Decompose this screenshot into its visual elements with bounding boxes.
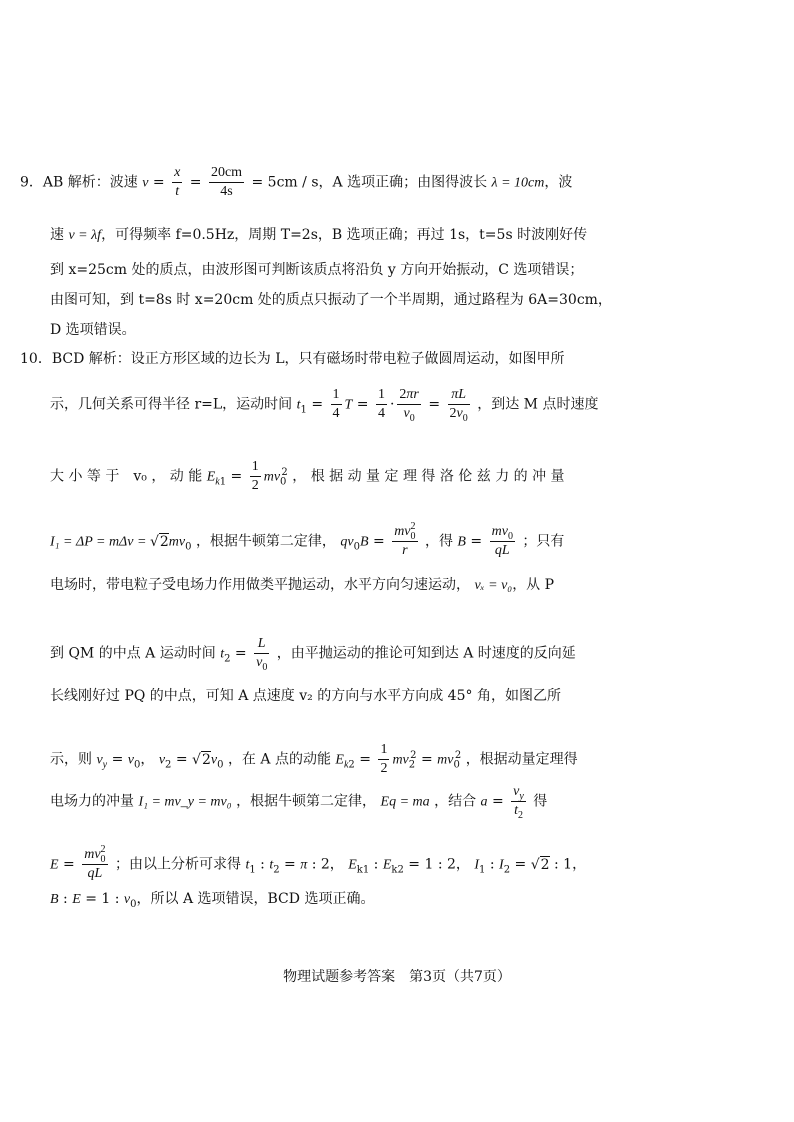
q10-line-11: B : E = 1 : $v_0$，所以 A 选项错误，BCD 选项正确。 <box>50 891 375 910</box>
q10-line-3: 大 小 等 于 v₀ ， 动 能 $E_{k1}$ = $\frac{1}{2}$ $mv_0^2$ ， 根 据 动 量 定 理 得 洛 伦 兹 力 的 冲 量 <box>50 459 565 493</box>
q9-line-3: 到 x=25cm 处的质点，由波形图可判断该质点将沿负 y 方向开始振动，C 选项错误； <box>50 262 584 278</box>
q10-text-3a: 大 小 等 于 v₀ ， 动 能 <box>50 468 203 485</box>
q9-frac-x-t: $\frac{x}{t}$ <box>174 165 181 199</box>
q10-line-6: 到 QM 的中点 A 运动时间 $t_2$ = $\frac{L}{v_0}$ ，由平抛运动的推论可知到达 A 时速度的反向延 <box>50 636 576 673</box>
q9-text-4: ，可得频率 f=0.5Hz，周期 T=2s，B 选项正确；再过 1s，t=5s 时波刚好传 <box>101 227 588 243</box>
q9-text-1: ，A 选项正确；由图得波长 <box>318 174 488 191</box>
q10-text-8b: ，在 A 点的动能 <box>227 751 331 768</box>
q10-line-9: 电场力的冲量 I₁ = mv_y = mv₀ ，根据牛顿第二定律， Eq = ma ，结合 a = $\frac{v_y}{t_2}$ 得 <box>50 784 548 821</box>
q10-eq-newton: Eq = ma <box>380 794 430 810</box>
q10-line-10: E = $\frac{mv_0^2}{qL}$ ；由以上分析可求得 $t_1$ : $t_2 = \pi$ : 2， $E_{k1}$ : $E_{k2} = 1$ : 2， $I_1$ : $I_2 = √2$ : 1， <box>50 844 587 881</box>
q10-text-10b: ；由以上分析可求得 <box>114 856 241 873</box>
q10-eq-impulse-2: I₁ = mv_y = mv₀ <box>138 794 232 810</box>
q9-wavelength: λ = 10cm <box>491 175 545 191</box>
q9-line-4: 由图可知，到 t=8s 时 x=20cm 处的质点只振动了一个半周期，通过路程为 6A=30cm， <box>50 292 612 308</box>
q10-text-9a: 电场力的冲量 <box>50 793 134 810</box>
q10-eq-impulse: I₁ = ΔP = mΔv = <box>50 534 150 550</box>
q10-text-9d: 得 <box>533 793 548 810</box>
q10-line-2: 示，几何关系可得半径 r=L，运动时间 $t_1$ = $\frac{1}{4}$ T = $\frac{1}{4}$ · $\frac{2\pi r}{v_0}$ = $\frac{\pi L}{2v_0}$ ，到达 M 点时速度 <box>50 387 599 424</box>
q10-text-5: 电场时，带电粒子受电场力作用做类平抛运动，水平方向匀速运动， <box>50 577 470 593</box>
q10-text-6b: ，由平抛运动的推论可知到达 A 时速度的反向延 <box>276 645 576 662</box>
q10-text-9c: ，结合 <box>434 793 477 810</box>
q10-text-2b: ，到达 M 点时速度 <box>477 396 599 413</box>
q10-line-8: 示，则 $v_y = v_0$， $v_2 = √2v_0$ ，在 A 点的动能 $E_{k2}$ = $\frac{1}{2}$ $mv_2^2 = mv_0^2$ ，根据动量定理得 <box>50 742 578 776</box>
q10-line-4: $I_1 = \Delta P = m\Delta v = √2mv_0$ ，根据牛顿第二定律， $qv_0B$ = $\frac{mv_0^2}{r}$ ，得 B = $\frac{mv_0}{qL}$ ；只有 <box>50 521 565 558</box>
q10-text-2a: 示，几何关系可得半径 r=L，运动时间 <box>50 396 293 413</box>
q9-eq-speed: = 5cm / s <box>251 174 319 191</box>
q10-text-8a: 示，则 <box>50 751 92 768</box>
q10-text-9b: ，根据牛顿第二定律， <box>236 793 377 810</box>
q10-eq-vx: vₓ = v₀ <box>474 578 513 593</box>
q10-text-11b: ，所以 A 选项错误，BCD 选项正确。 <box>136 891 375 907</box>
q10-text-4d: ；只有 <box>522 533 565 550</box>
q10-text-3b: ， 根 据 动 量 定 理 得 洛 伦 兹 力 的 冲 量 <box>292 468 565 485</box>
q9-line-2 <box>50 228 587 243</box>
q10-text-4c: ，得 <box>424 533 453 550</box>
q9-line-1: 9．AB 解析：波速 v = $\frac{x}{t}$ = $\frac{20cm}{4s}$ = 5cm / s，A 选项正确；由图得波长 λ = 10cm，波 <box>20 165 573 199</box>
q10-line-5 <box>50 578 554 593</box>
q10-line-1: 10．BCD 解析：设正方形区域的边长为 L，只有磁场时带电粒子做圆周运动，如图甲所 <box>20 351 565 367</box>
page-footer: 物理试题参考答案 第3页（共7页） <box>283 969 511 985</box>
q9-text-2: ，波 <box>544 174 573 191</box>
q9-line-5: D 选项错误。 <box>50 322 136 338</box>
q9-heading: 9．AB 解析：波速 <box>20 174 138 191</box>
q10-text-6a: 到 QM 的中点 A 运动时间 <box>50 645 216 662</box>
q9-frac-20cm-4s: $\frac{20cm}{4s}$ <box>210 165 243 199</box>
q10-text-5b: ，从 P <box>512 577 555 593</box>
q10-text-8c: ，根据动量定理得 <box>465 751 578 768</box>
q10-line-7: 长线刚好过 PQ 的中点，可知 A 点速度 v₂ 的方向与水平方向成 45° 角，如图乙所 <box>50 688 561 704</box>
q9-text-3: 速 <box>50 227 64 243</box>
q10-text-4b: ，根据牛顿第二定律， <box>195 533 336 550</box>
q9-eq-lambda-f: v = λf <box>68 228 102 243</box>
